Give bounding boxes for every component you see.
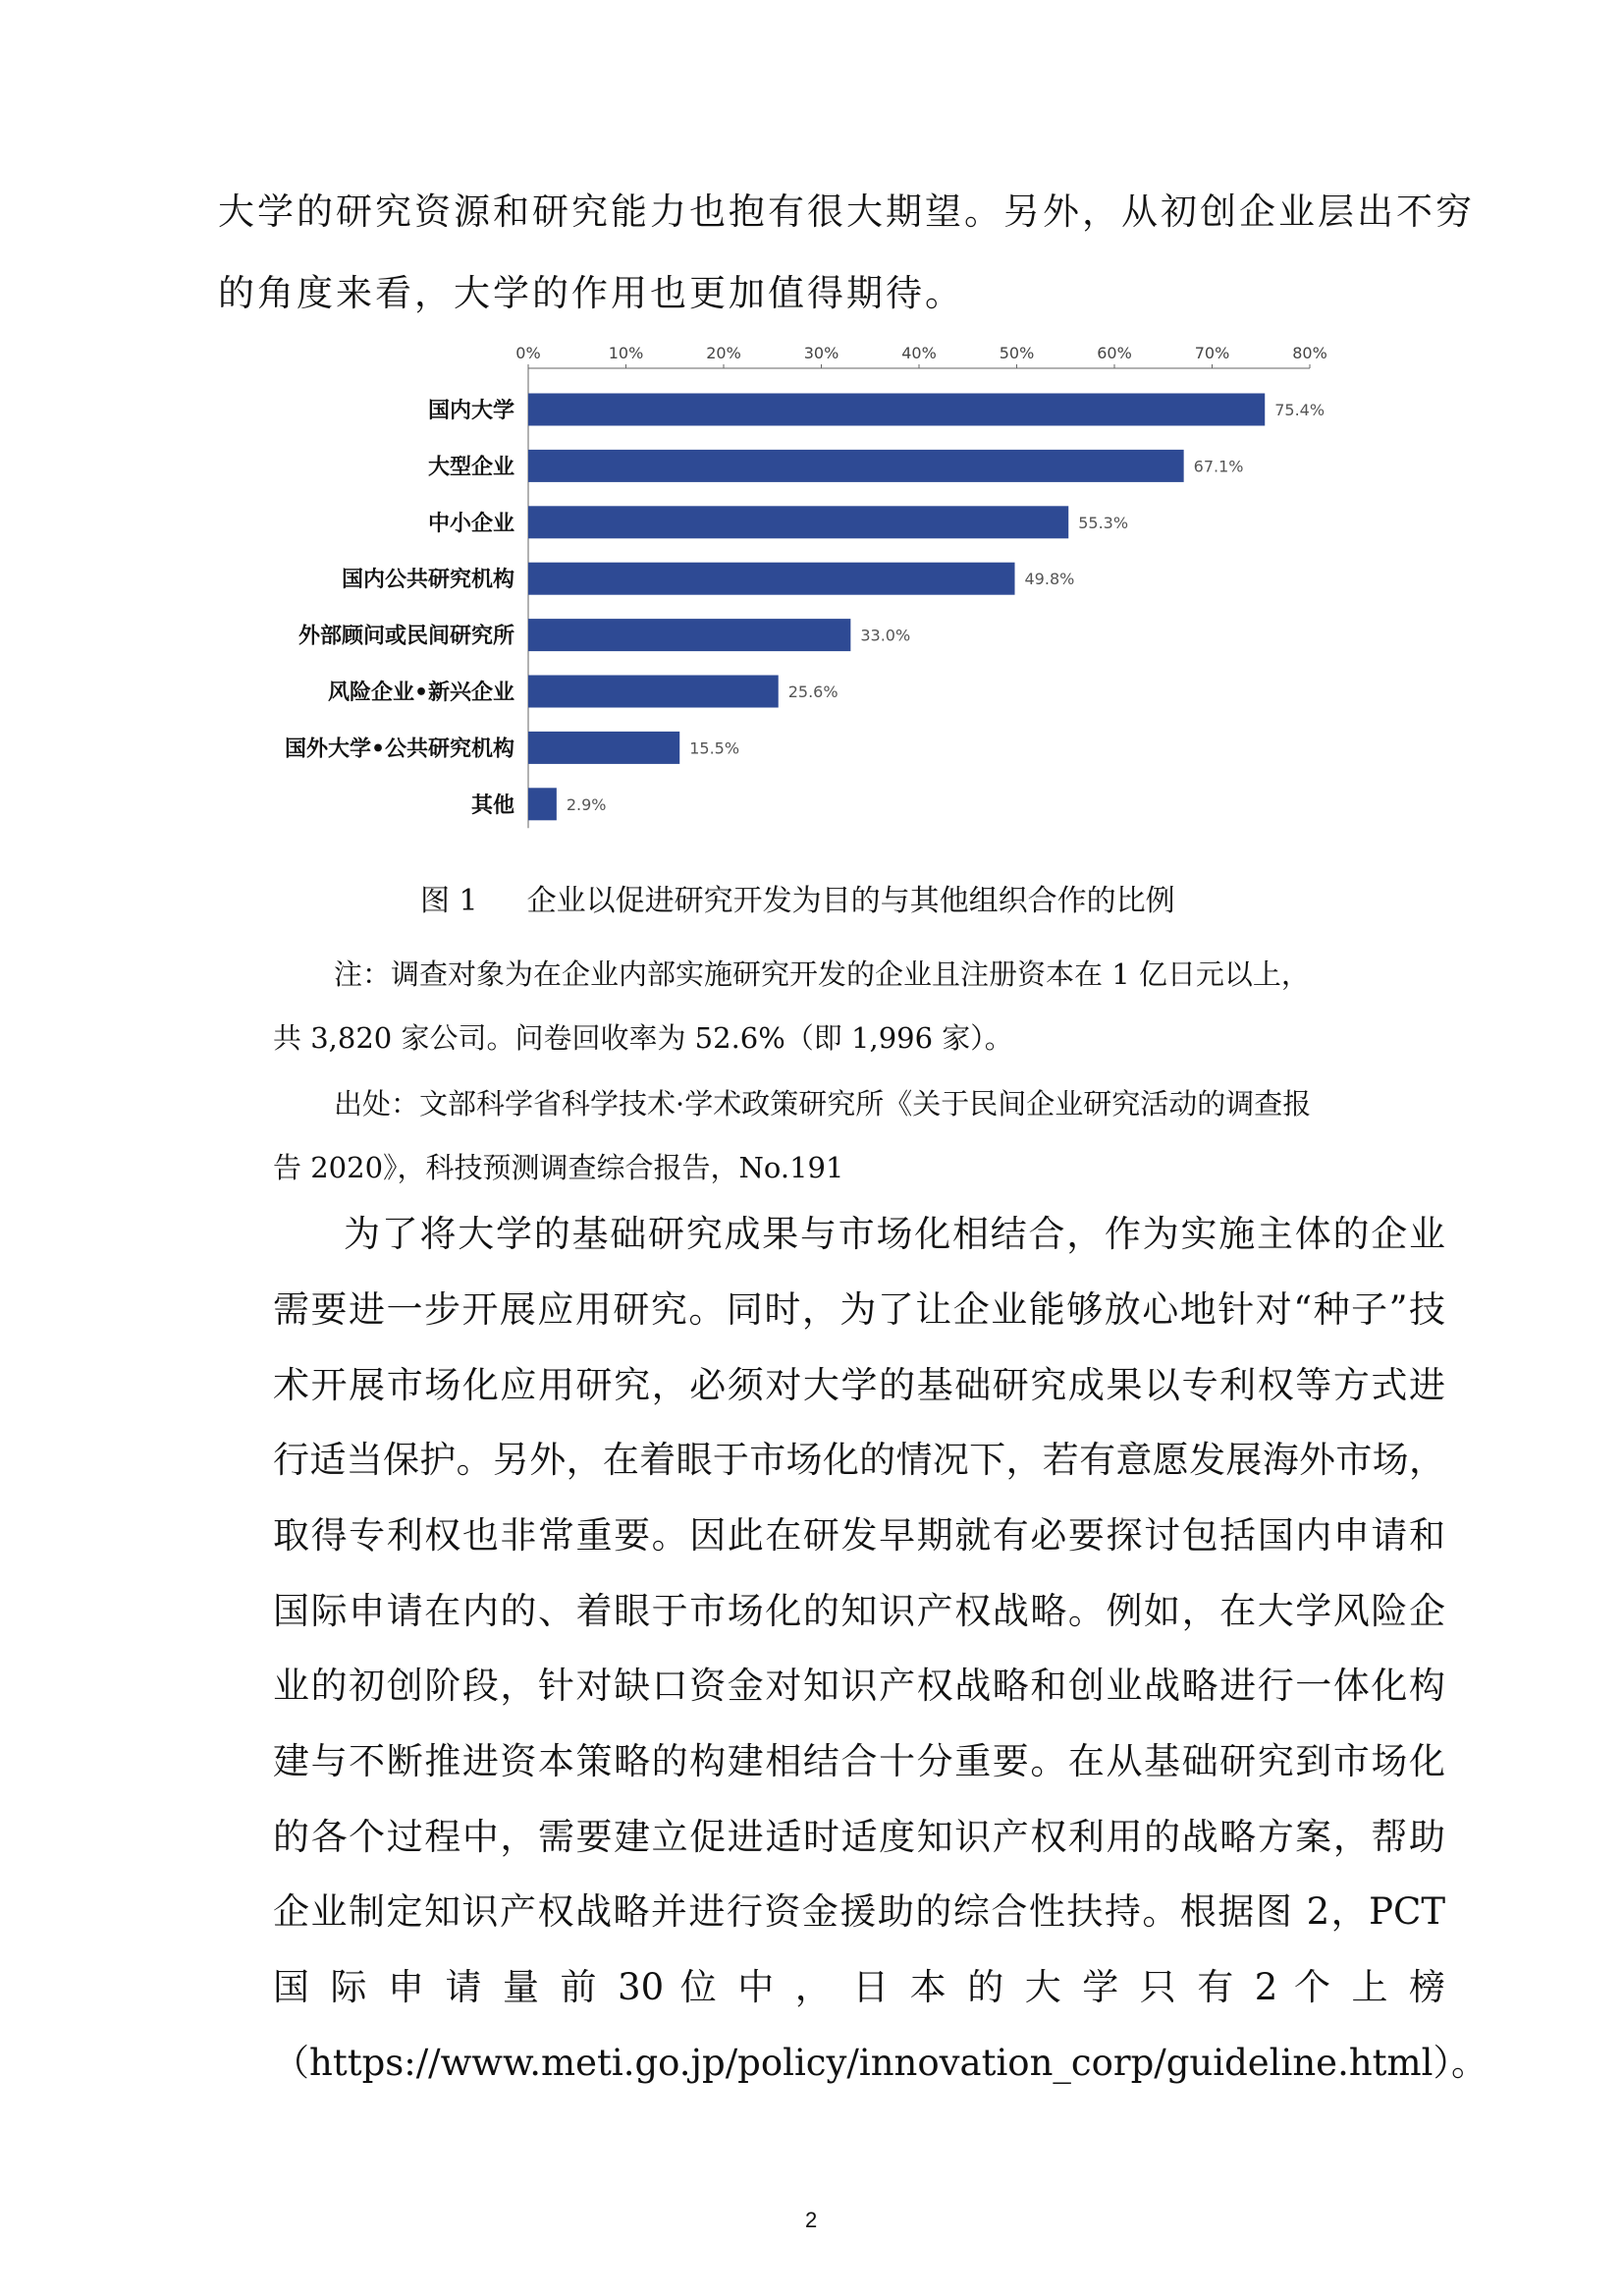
paragraph-line: 的各个过程中，需要建立促进适时适度知识产权利用的战略方案，帮助 — [273, 1816, 1445, 1858]
data-label: 33.0% — [860, 626, 911, 645]
figure-title: 企业以促进研究开发为目的与其他组织合作的比例 — [526, 884, 1175, 918]
x-tick-label: 0% — [515, 344, 541, 362]
paragraph-line: 为了将大学的基础研究成果与市场化相结合，作为实施主体的企业 — [344, 1213, 1445, 1255]
figure-source-line: 出处：文部科学省科学技术·学术政策研究所《关于民间企业研究活动的调查报 — [334, 1087, 1312, 1121]
paragraph-line: 行适当保护。另外，在着眼于市场化的情况下，若有意愿发展海外市场， — [273, 1439, 1445, 1481]
page-number: 2 — [805, 2208, 818, 2232]
category-label: 外部顾问或民间研究所 — [298, 624, 514, 649]
category-label: 国外大学•公共研究机构 — [284, 737, 514, 762]
paragraph-line: 取得专利权也非常重要。因此在研发早期就有必要探讨包括国内申请和 — [273, 1514, 1445, 1557]
category-label: 其他 — [470, 793, 514, 818]
data-label: 67.1% — [1193, 457, 1244, 476]
data-label: 49.8% — [1024, 570, 1075, 589]
figure-note-line: 注：调查对象为在企业内部实施研究开发的企业且注册资本在 1 亿日元以上， — [334, 957, 1310, 991]
x-tick-label: 50% — [999, 344, 1035, 362]
x-tick-label: 40% — [901, 344, 937, 362]
category-label: 风险企业•新兴企业 — [327, 681, 514, 705]
bar — [528, 619, 850, 651]
data-label: 2.9% — [566, 794, 607, 814]
bar — [528, 676, 779, 708]
bar — [528, 506, 1068, 538]
x-tick-label: 10% — [608, 344, 644, 362]
figure-note-line: 共 3,820 家公司。问卷回收率为 52.6%（即 1,996 家）。 — [273, 1021, 1013, 1055]
x-tick-label: 20% — [706, 344, 741, 362]
paragraph-line: 国际申请在内的、着眼于市场化的知识产权战略。例如，在大学风险企 — [273, 1590, 1445, 1632]
category-label: 中小企业 — [427, 511, 514, 536]
data-label: 75.4% — [1274, 401, 1325, 419]
paragraph-line: 业的初创阶段，针对缺口资金对知识产权战略和创业战略进行一体化构 — [273, 1665, 1445, 1707]
intro-line: 的角度来看，大学的作用也更加值得期待。 — [218, 272, 964, 314]
bar — [528, 394, 1265, 426]
bar — [528, 788, 557, 820]
paragraph-line: 国 际 申 请 量 前 30 位 中 ， 日 本 的 大 学 只 有 2 个 上 榜 — [273, 1966, 1445, 2008]
data-label: 25.6% — [787, 683, 839, 701]
bar — [528, 563, 1015, 595]
paragraph-line: 术开展市场化应用研究，必须对大学的基础研究成果以专利权等方式进 — [273, 1364, 1445, 1406]
data-label: 15.5% — [689, 738, 740, 758]
category-label: 国内大学 — [427, 399, 514, 423]
figure-source-line: 告 2020》，科技预测调查综合报告，No.191 — [273, 1151, 844, 1184]
paragraph-line: 需要进一步开展应用研究。同时，为了让企业能够放心地针对“种子”技 — [273, 1288, 1445, 1331]
paragraph-line: 建与不断推进资本策略的构建相结合十分重要。在从基础研究到市场化 — [273, 1740, 1445, 1782]
bar — [528, 450, 1184, 482]
x-tick-label: 60% — [1097, 344, 1132, 362]
paragraph-line: （https://www.meti.go.jp/policy/innovation_corp/guideline.html）。 — [273, 2042, 1488, 2084]
category-label: 大型企业 — [427, 455, 514, 480]
paragraph-line: 企业制定知识产权战略并进行资金援助的综合性扶持。根据图 2，PCT — [273, 1890, 1445, 1933]
x-tick-label: 80% — [1292, 344, 1327, 362]
category-label: 国内公共研究机构 — [341, 568, 514, 593]
figure-label: 图 1 — [420, 884, 478, 918]
x-tick-label: 30% — [803, 344, 839, 362]
x-tick-label: 70% — [1194, 344, 1230, 362]
bar-chart — [216, 339, 1355, 830]
bar — [528, 732, 679, 764]
intro-line: 大学的研究资源和研究能力也抱有很大期望。另外，从初创企业层出不穷 — [218, 191, 1475, 233]
figure-caption — [420, 882, 1175, 921]
data-label: 55.3% — [1078, 513, 1129, 532]
